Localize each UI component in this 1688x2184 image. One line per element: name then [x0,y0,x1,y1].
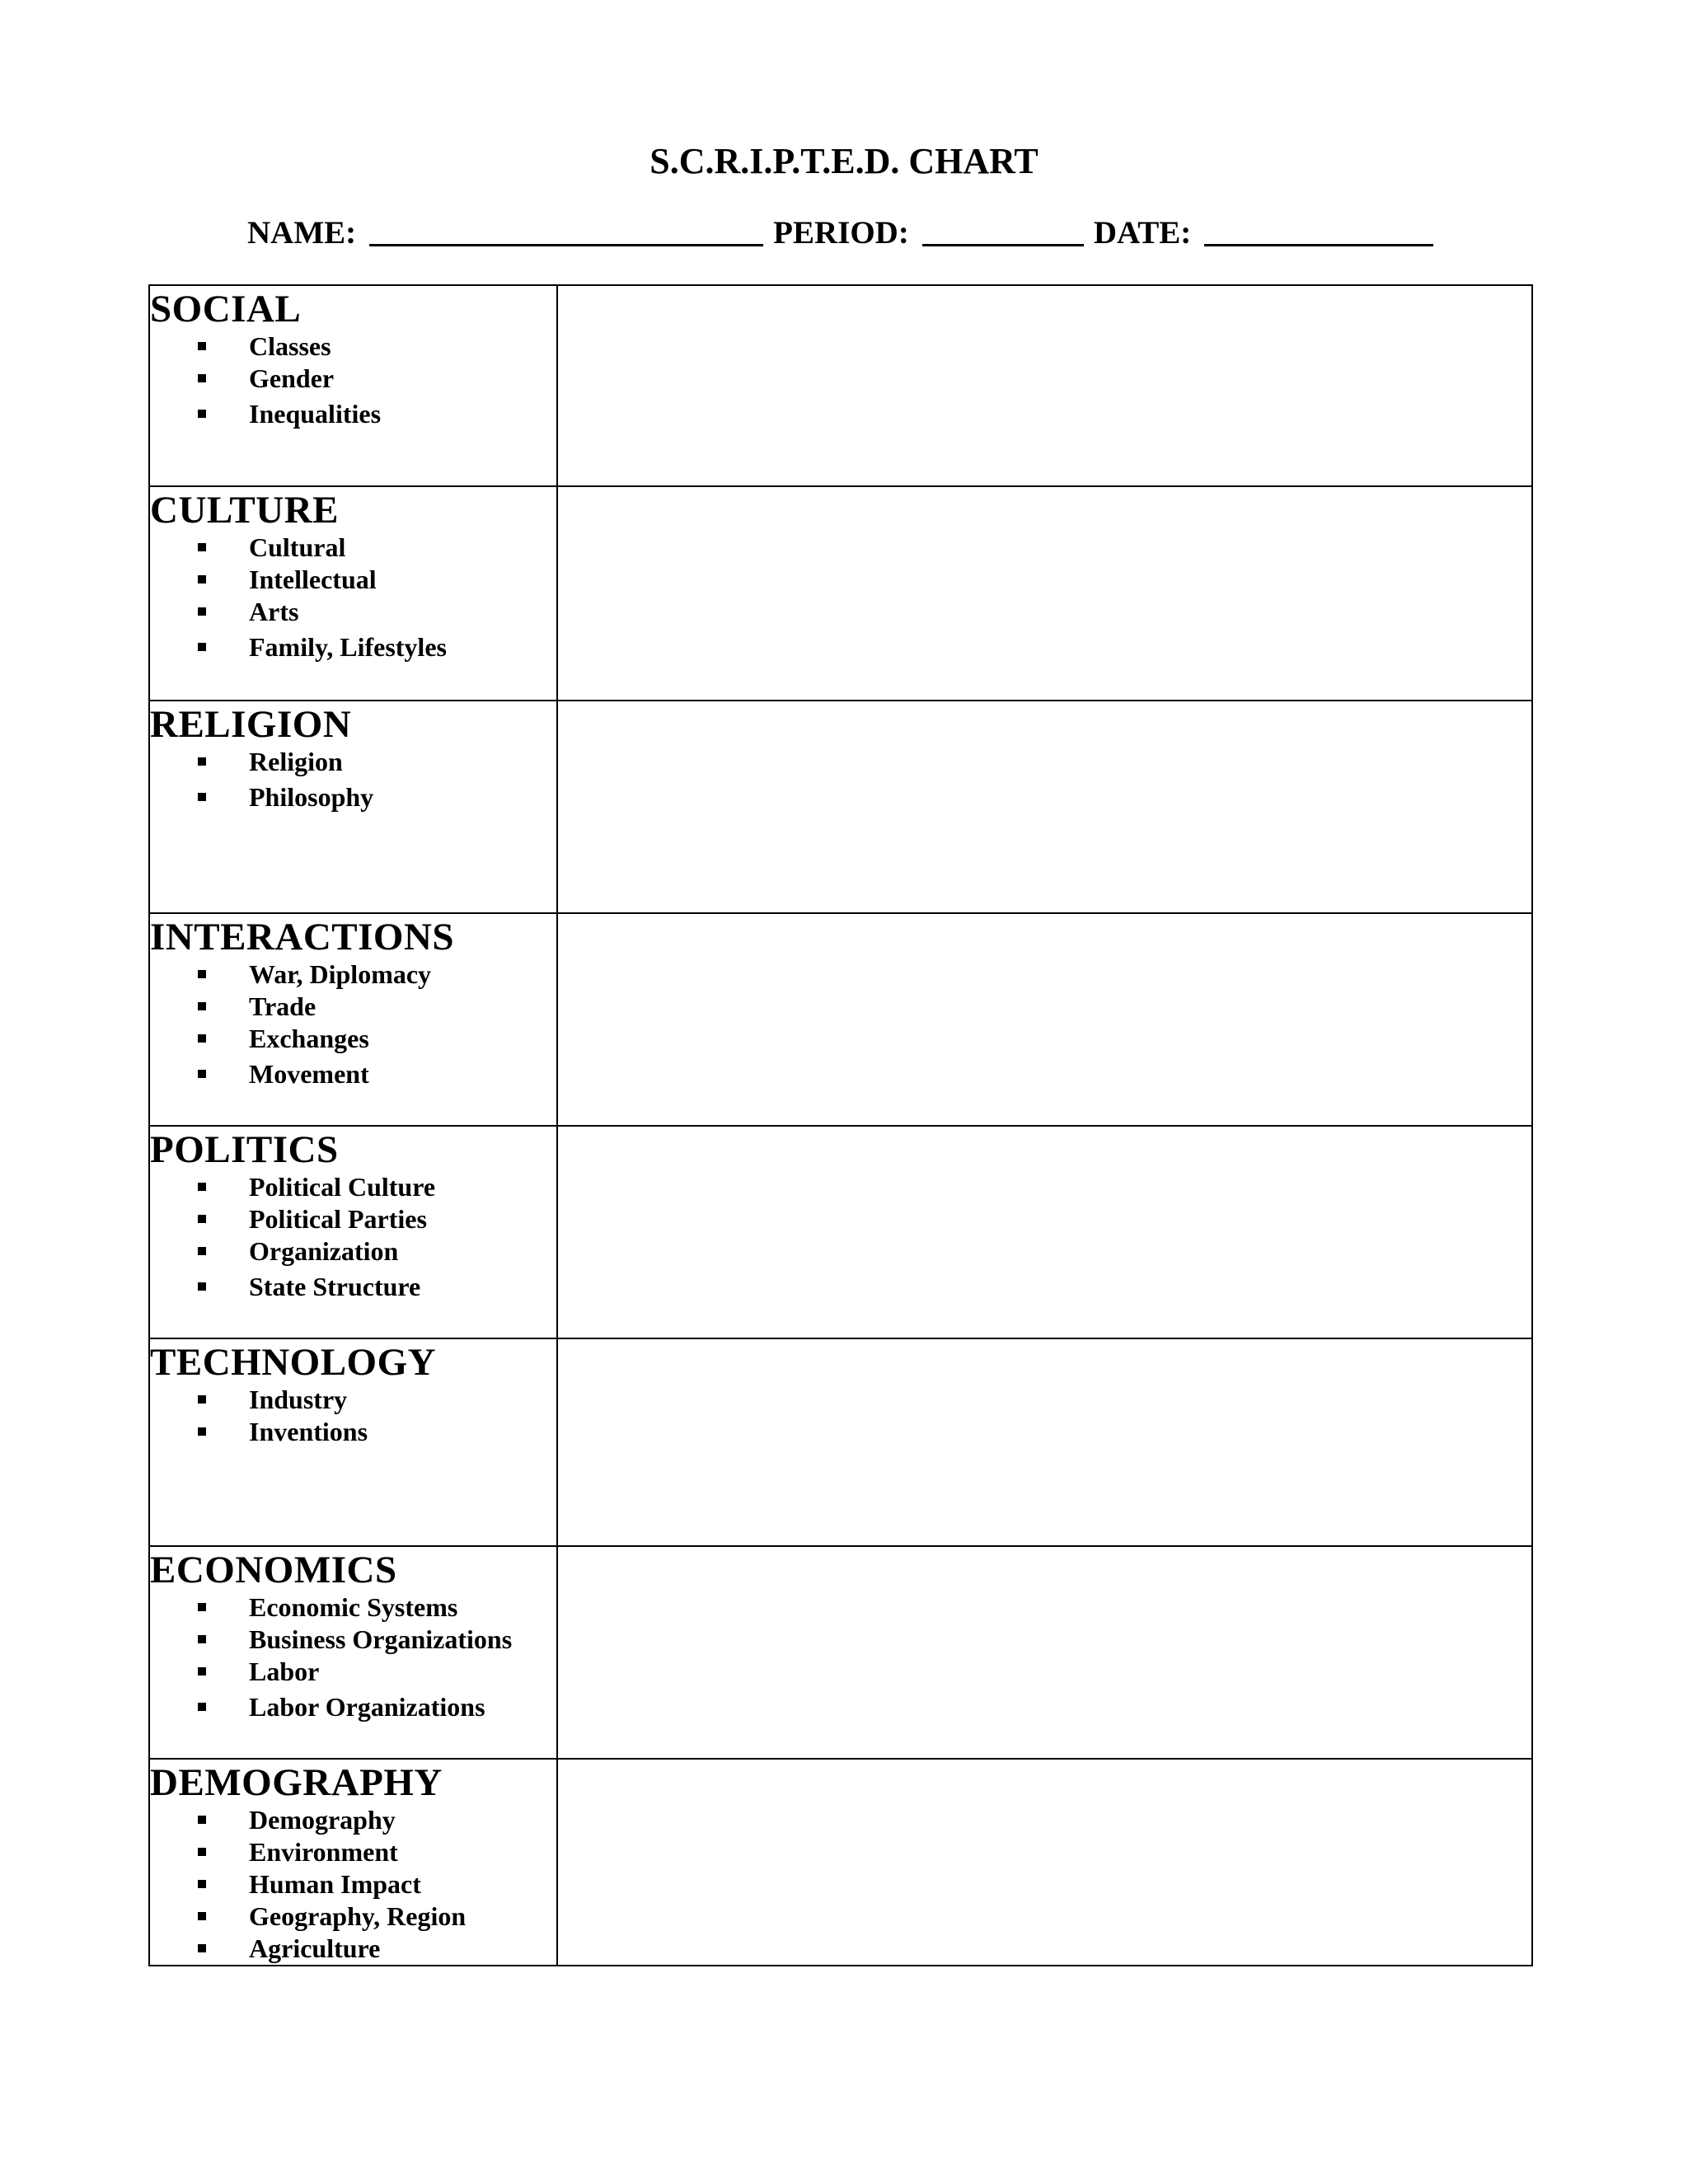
scripted-chart-table [148,284,1533,1966]
square-bullet-icon [198,970,206,978]
square-bullet-icon [198,757,206,766]
category-cell [149,701,557,913]
list-item: Economic Systems [150,1591,556,1624]
list-item: Movement [150,1058,556,1090]
category-cell [149,1759,557,1966]
list-item: Geography, Region [150,1900,556,1933]
list-item: Gender [150,363,556,395]
date-blank[interactable] [1204,216,1433,246]
list-item: Inequalities [150,398,556,430]
row-social [149,285,1532,486]
category-cell [149,913,557,1126]
student-info-line [247,213,1443,259]
category-title: DEMOGRAPHY [150,1761,443,1804]
list-item: Human Impact [150,1868,556,1900]
name-label: NAME: [247,215,357,251]
square-bullet-icon [198,1944,206,1952]
category-title: POLITICS [150,1128,339,1171]
square-bullet-icon [198,1247,206,1255]
list-item: Arts [150,596,556,628]
notes-cell-interactions[interactable] [557,913,1532,1126]
list-item: Trade [150,991,556,1023]
notes-cell-social[interactable] [557,285,1532,486]
notes-cell-demography[interactable] [557,1759,1532,1966]
row-religion [149,701,1532,913]
name-blank[interactable] [369,216,763,246]
row-demography [149,1759,1532,1966]
square-bullet-icon [198,1034,206,1043]
notes-cell-culture[interactable] [557,486,1532,701]
category-title: INTERACTIONS [150,916,455,958]
list-item: Religion [150,746,556,778]
list-item: Cultural [150,532,556,564]
square-bullet-icon [198,1282,206,1291]
list-item: Labor Organizations [150,1691,556,1723]
subtopic-list [150,746,556,813]
list-item: Demography [150,1804,556,1836]
category-cell [149,1546,557,1759]
notes-cell-technology[interactable] [557,1338,1532,1546]
list-item: Industry [150,1384,556,1416]
row-economics [149,1546,1532,1759]
square-bullet-icon [198,1703,206,1711]
list-item: Agriculture [150,1933,556,1965]
square-bullet-icon [198,1427,206,1436]
list-item: Intellectual [150,564,556,596]
row-interactions [149,913,1532,1126]
list-item: Environment [150,1836,556,1868]
list-item: Inventions [150,1416,556,1448]
list-item: Philosophy [150,781,556,813]
square-bullet-icon [198,1215,206,1223]
notes-cell-economics[interactable] [557,1546,1532,1759]
square-bullet-icon [198,1816,206,1824]
list-item: Political Culture [150,1171,556,1203]
square-bullet-icon [198,374,206,382]
square-bullet-icon [198,1848,206,1856]
subtopic-list [150,1384,556,1448]
notes-cell-religion[interactable] [557,701,1532,913]
square-bullet-icon [198,607,206,616]
square-bullet-icon [198,643,206,651]
list-item: War, Diplomacy [150,958,556,991]
period-label: PERIOD: [773,215,909,251]
square-bullet-icon [198,1070,206,1078]
square-bullet-icon [198,1002,206,1010]
category-title: CULTURE [150,489,339,532]
square-bullet-icon [198,575,206,583]
square-bullet-icon [198,1183,206,1191]
square-bullet-icon [198,1667,206,1675]
square-bullet-icon [198,410,206,418]
square-bullet-icon [198,1635,206,1643]
list-item: Business Organizations [150,1624,556,1656]
subtopic-list [150,532,556,663]
row-politics [149,1126,1532,1338]
category-title: RELIGION [150,703,352,746]
period-blank[interactable] [922,216,1084,246]
category-title: ECONOMICS [150,1549,397,1591]
list-item: State Structure [150,1271,556,1303]
square-bullet-icon [198,342,206,350]
category-cell [149,1126,557,1338]
square-bullet-icon [198,1912,206,1920]
subtopic-list [150,1804,556,1965]
list-item: Exchanges [150,1023,556,1055]
list-item: Family, Lifestyles [150,631,556,663]
category-title: TECHNOLOGY [150,1341,437,1384]
square-bullet-icon [198,1603,206,1611]
square-bullet-icon [198,1395,206,1404]
subtopic-list [150,958,556,1090]
square-bullet-icon [198,1880,206,1888]
category-cell [149,285,557,486]
category-cell [149,486,557,701]
date-label: DATE: [1093,215,1192,251]
square-bullet-icon [198,793,206,801]
category-cell [149,1338,557,1546]
list-item: Labor [150,1656,556,1688]
list-item: Organization [150,1235,556,1268]
square-bullet-icon [198,543,206,551]
subtopic-list [150,1591,556,1723]
row-culture [149,486,1532,701]
notes-cell-politics[interactable] [557,1126,1532,1338]
list-item: Political Parties [150,1203,556,1235]
row-technology [149,1338,1532,1546]
subtopic-list [150,1171,556,1303]
category-title: SOCIAL [150,288,302,330]
page-title: S.C.R.I.P.T.E.D. CHART [649,141,1039,181]
subtopic-list [150,330,556,430]
list-item: Classes [150,330,556,363]
